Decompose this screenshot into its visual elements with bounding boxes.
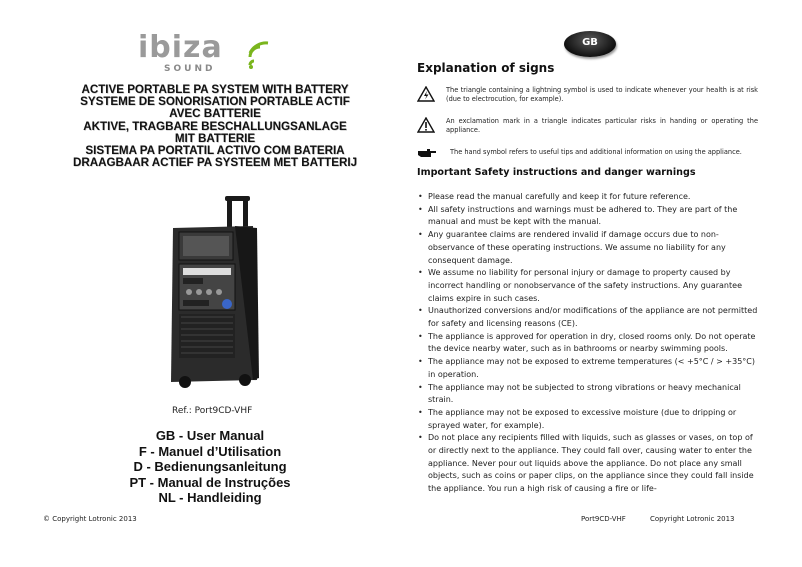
lightning-warning-icon	[417, 86, 435, 102]
title-line: SISTEMA PA PORTATIL ACTIVO COM BATERIA	[85, 144, 345, 158]
logo-subword: SOUND	[164, 64, 216, 74]
sign-text: The triangle containing a lightning symbol is used to indicate whenever your health is at risk (due to electrocution, for example).	[446, 86, 758, 104]
instructions-page	[400, 0, 802, 567]
list-item: • The appliance may not be exposed to extreme temperatures (< +5°C / > +35°C) in operation.	[417, 356, 762, 381]
ibiza-sound-logo	[138, 30, 268, 77]
list-item: • The appliance may not be exposed to excessive moisture (due to dripping or sprayed water, for example).	[417, 407, 762, 432]
list-item: • Please read the manual carefully and keep it for future reference.	[417, 191, 762, 204]
list-item: • The appliance is approved for operation in dry, closed rooms only. Do not operate the device nearby water, such as in bathrooms or nearby swimming pools.	[417, 331, 762, 356]
manual-language-line: NL - Handleiding	[158, 490, 262, 505]
product-ref: Ref.: Port9CD-VHF	[172, 406, 253, 416]
safety-list	[417, 191, 762, 496]
list-item: • Any guarantee claims are rendered invalid if damage occurs due to non-observance of these operating instructions. We assume no liability for any consequent damage.	[417, 229, 762, 267]
sound-wave-icon	[246, 35, 270, 69]
language-badge-label: GB	[582, 37, 598, 48]
cover-page	[0, 0, 400, 567]
title-line: ACTIVE PORTABLE PA SYSTEM WITH BATTERY	[81, 83, 349, 96]
title-line: MIT BATTERIE	[174, 131, 256, 145]
sign-text: The hand symbol refers to useful tips and additional information on using the appliance.	[450, 148, 742, 156]
manual-language-line: GB - User Manual	[155, 428, 265, 443]
signs-heading: Explanation of signs	[417, 61, 555, 75]
language-badge	[564, 31, 616, 57]
title-line: AVEC BATTERIE	[169, 107, 261, 121]
manual-languages	[110, 428, 310, 506]
copyright-left: © Copyright Lotronic 2013	[43, 515, 137, 523]
list-item: • The appliance may not be subjected to strong vibrations or heavy mechanical strain.	[417, 382, 762, 407]
list-item: • Do not place any recipients filled with liquids, such as glasses or vases, on top of or directly next to the appliance. They could fall over, causing water to enter the appliance. Never pour out liquids above the appliance. Do not place any small objects, such as coins or paper clips, on the appliance since they could fall inside the appliance. You run a high risk of causing a fire or life-	[417, 432, 762, 496]
title-line: AKTIVE, TRAGBARE BESCHALLUNGSANLAGE	[83, 119, 347, 133]
hand-pointer-icon	[417, 148, 437, 158]
title-line: DRAAGBAAR ACTIEF PA SYSTEEM MET BATTERIJ	[72, 156, 358, 170]
list-item: • All safety instructions and warnings must be adhered to. They are part of the manual and must be kept with the manual.	[417, 204, 762, 229]
sign-text: An exclamation mark in a triangle indicates particular risks in handing or operating the appliance.	[446, 117, 758, 135]
footer-ref: Port9CD-VHF	[581, 515, 626, 523]
footer-copyright: Copyright Lotronic 2013	[650, 515, 735, 523]
logo-word: ibiza	[138, 30, 223, 65]
list-item: • Unauthorized conversions and/or modifications of the appliance are not permitted for safety and licensing reasons (CE).	[417, 305, 762, 330]
manual-language-line: D - Bedienungsanleitung	[133, 459, 287, 474]
product-image	[165, 196, 265, 390]
list-item: • We assume no liability for personal injury or damage to property caused by incorrect handling or nonobservance of the safety instructions. Any guarantee claims expire in such cases.	[417, 267, 762, 305]
exclamation-warning-icon	[417, 117, 435, 133]
product-titles	[60, 84, 370, 169]
manual-language-line: PT - Manual de Instruções	[129, 474, 291, 490]
title-line: SYSTEME DE SONORISATION PORTABLE ACTIF	[80, 95, 350, 109]
manual-language-line: F - Manuel d’Utilisation	[138, 443, 282, 459]
safety-heading: Important Safety instructions and danger warnings	[417, 167, 696, 178]
